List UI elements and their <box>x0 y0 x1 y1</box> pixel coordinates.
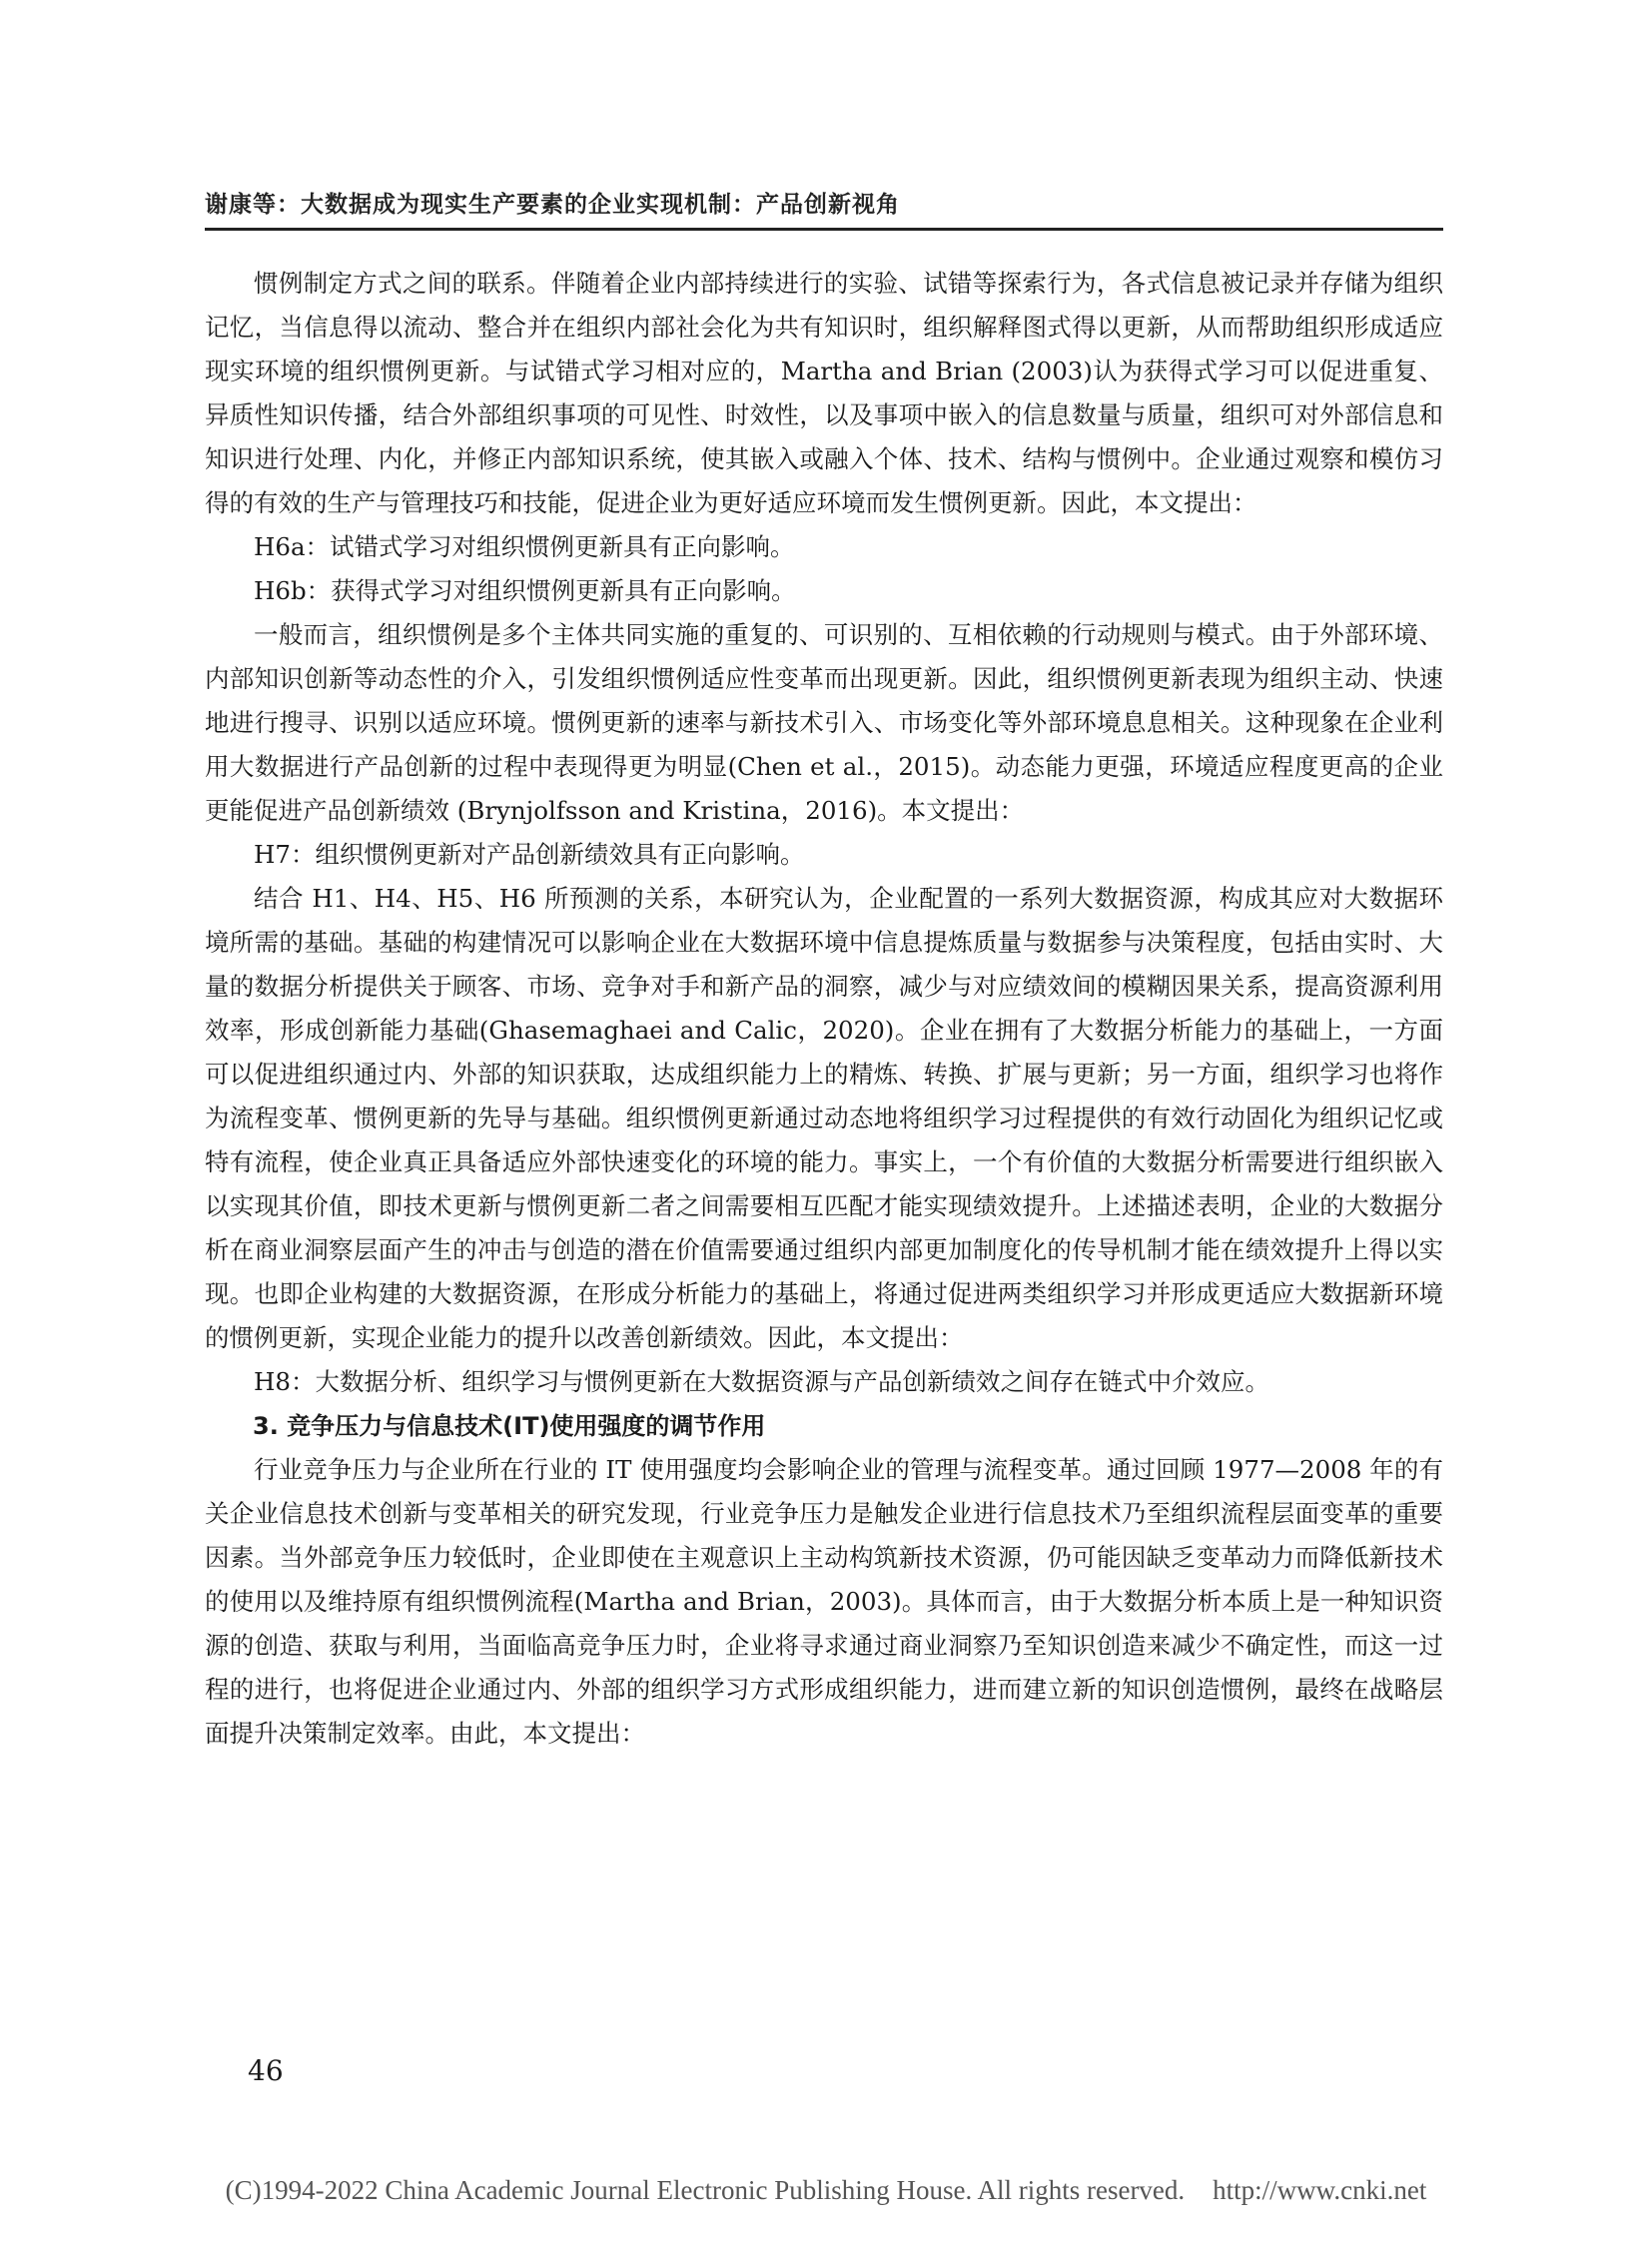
article-body <box>205 262 1443 1756</box>
running-title: 谢康等：大数据成为现实生产要素的企业实现机制：产品创新视角 <box>205 192 900 218</box>
hypothesis-h8: H8：大数据分析、组织学习与惯例更新在大数据资源与产品创新绩效之间存在链式中介效应。 <box>254 1367 1269 1396</box>
body-paragraph: 结合 H1、H4、H5、H6 所预测的关系，本研究认为，企业配置的一系列大数据资源，构成其应对大数据环境所需的基础。基础的构建情况可以影响企业在大数据环境中信息提炼质量与数据参与决策程度，包括由实时、大量的数据分析提供关于顾客、市场、竞争对手和新产品的洞察，减少与对应绩效间的模糊因果关系，提高资源利用效率，形成创新能力基础(Ghasemaghaei and Calic，2020)。企业在拥有了大数据分析能力的基础上，一方面可以促进组织通过内、外部的知识获取，达成组织能力上的精炼、转换、扩展与更新；另一方面，组织学习也将作为流程变革、惯例更新的先导与基础。组织惯例更新通过动态地将组织学习过程提供的有效行动固化为组织记忆或特有流程，使企业真正具备适应外部快速变化的环境的能力。事实上，一个有价值的大数据分析需要进行组织嵌入以实现其价值，即技术更新与惯例更新二者之间需要相互匹配才能实现绩效提升。上述描述表明，企业的大数据分析在商业洞察层面产生的冲击与创造的潜在价值需要通过组织内部更加制度化的传导机制才能在绩效提升上得以实现。也即企业构建的大数据资源，在形成分析能力的基础上，将通过促进两类组织学习并形成更适应大数据新环境的惯例更新，实现企业能力的提升以改善创新绩效。因此，本文提出： <box>205 884 1443 1352</box>
copyright-text: (C)1994-2022 China Academic Journal Electronic Publishing House. All rights reserved. <box>225 2175 1186 2205</box>
body-paragraph: 行业竞争压力与企业所在行业的 IT 使用强度均会影响企业的管理与流程变革。通过回顾 1977—2008 年的有关企业信息技术创新与变革相关的研究发现，行业竞争压力是触发企业进行信息技术乃至组织流程层面变革的重要因素。当外部竞争压力较低时，企业即使在主观意识上主动构筑新技术资源，仍可能因缺乏变革动力而降低新技术的使用以及维持原有组织惯例流程(Martha and Brian，2003)。具体而言，由于大数据分析本质上是一种知识资源的创造、获取与利用，当面临高竞争压力时，企业将寻求通过商业洞察乃至知识创造来减少不确定性，而这一过程的进行，也将促进企业通过内、外部的组织学习方式形成组织能力，进而建立新的知识创造惯例，最终在战略层面提升决策制定效率。由此，本文提出： <box>205 1455 1443 1748</box>
page-number: 46 <box>248 2054 284 2087</box>
section-heading: 3. 竞争压力与信息技术(IT)使用强度的调节作用 <box>253 1412 766 1440</box>
body-paragraph: 一般而言，组织惯例是多个主体共同实施的重复的、可识别的、互相依赖的行动规则与模式。由于外部环境、内部知识创新等动态性的介入，引发组织惯例适应性变革而出现更新。因此，组织惯例更新表现为组织主动、快速地进行搜寻、识别以适应环境。惯例更新的速率与新技术引入、市场变化等外部环境息息相关。这种现象在企业利用大数据进行产品创新的过程中表现得更为明显(Chen et al.，2015)。动态能力更强，环境适应程度更高的企业更能促进产品创新绩效 (Brynjolfsson and Kristina，2016)。本文提出： <box>205 620 1443 825</box>
copyright-footer <box>0 2175 1652 2206</box>
body-paragraph: 惯例制定方式之间的联系。伴随着企业内部持续进行的实验、试错等探索行为，各式信息被记录并存储为组织记忆，当信息得以流动、整合并在组织内部社会化为共有知识时，组织解释图式得以更新，从而帮助组织形成适应现实环境的组织惯例更新。与试错式学习相对应的，Martha and Brian (2003)认为获得式学习可以促进重复、异质性知识传播，结合外部组织事项的可见性、时效性，以及事项中嵌入的信息数量与质量，组织可对外部信息和知识进行处理、内化，并修正内部知识系统，使其嵌入或融入个体、技术、结构与惯例中。企业通过观察和模仿习得的有效的生产与管理技巧和技能，促进企业为更好适应环境而发生惯例更新。因此，本文提出： <box>205 269 1443 517</box>
hypothesis-h6b: H6b：获得式学习对组织惯例更新具有正向影响。 <box>254 576 796 605</box>
hypothesis-h7: H7：组织惯例更新对产品创新绩效具有正向影响。 <box>254 840 805 869</box>
header-rule <box>205 228 1443 231</box>
hypothesis-h6a: H6a：试错式学习对组织惯例更新具有正向影响。 <box>254 532 795 561</box>
footer-url[interactable]: http://www.cnki.net <box>1213 2175 1427 2205</box>
